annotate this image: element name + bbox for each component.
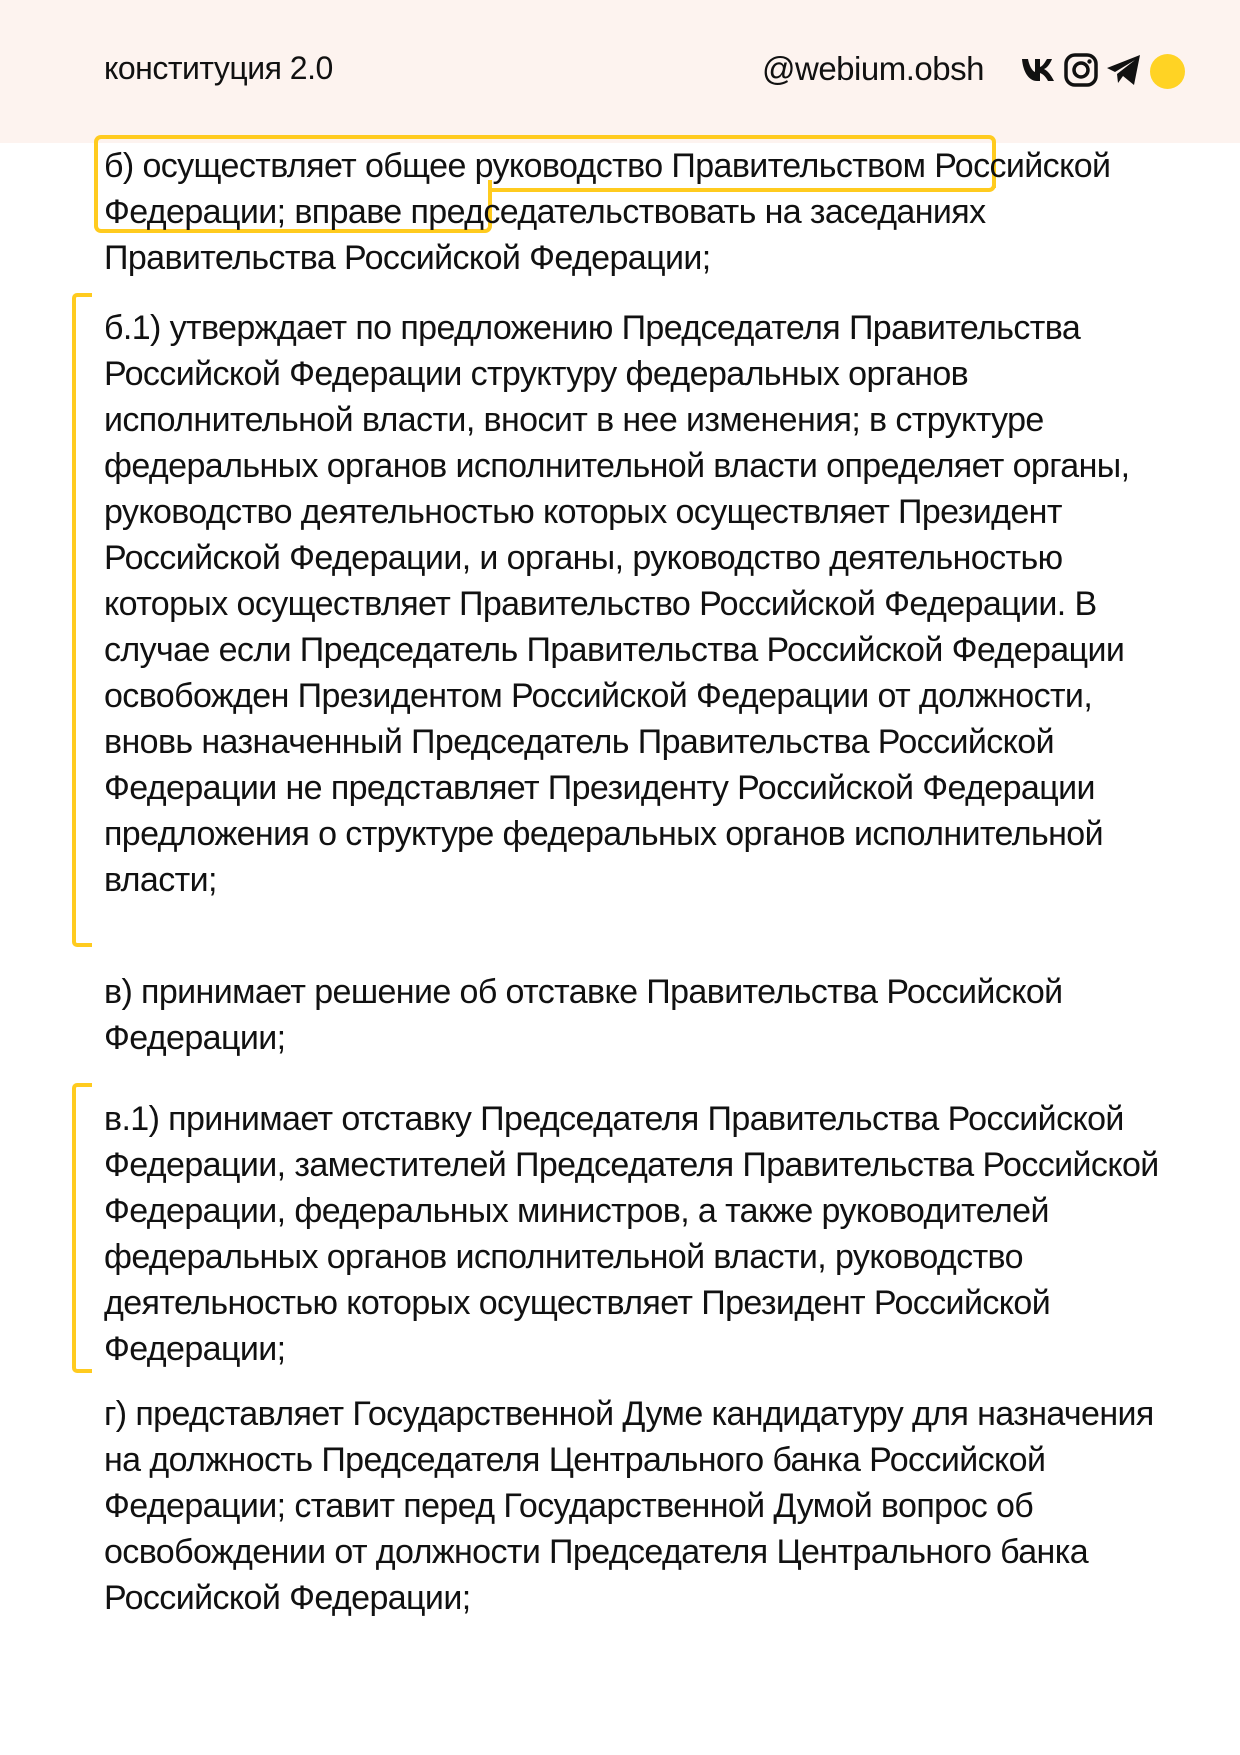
- yellow-dot-icon: [1150, 54, 1185, 89]
- paragraph-v1: в.1) принимает отставку Председателя Правительства Российской Федерации, заместителей Председателя Правительства Российской Федерации, федеральных министров, а также руководителей федеральных органов исполнительной власти, руководство деятельностью которых осуществляет Президент Российской Федерации;: [104, 1100, 1159, 1368]
- paragraph-g: г) представляет Государственной Думе кандидатуру для назначения на должность Председателя Центрального банка Российской Федерации; ставит перед Государственной Думой вопрос об освобождении от должности Председателя Центрального банка Российской Федерации;: [104, 1395, 1154, 1617]
- paragraph-v: в) принимает решение об отставке Правительства Российской Федерации;: [104, 973, 1063, 1057]
- vk-icon[interactable]: [1021, 56, 1057, 84]
- bracket-v1: [72, 1083, 92, 1373]
- paragraph-b1: б.1) утверждает по предложению Председателя Правительства Российской Федерации структуру федеральных органов исполнительной власти, вносит в нее изменения; в структуре федеральных органов исполнительной власти определяет органы, руководство деятельностью которых осуществляет Президент Российской Федерации, и органы, руководство деятельностью которых осуществляет Правительство Российской Федерации. В случае если Председатель Правительства Российской Федерации освобожден Президентом Российской Федерации от должности, вновь назначенный Председатель Правительства Российской Федерации не представляет Президенту Российской Федерации предложения о структуре федеральных органов исполнительной власти;: [104, 309, 1130, 899]
- telegram-icon[interactable]: [1105, 53, 1143, 87]
- social-handle[interactable]: @webium.obsh: [762, 50, 984, 87]
- page-header: [0, 0, 1240, 143]
- brand-title: конституция 2.0: [104, 50, 333, 86]
- instagram-icon[interactable]: [1063, 52, 1099, 88]
- paragraph-b: б) осуществляет общее руководство Правительством Российской Федерации; вправе председательствовать на заседаниях Правительства Российской Федерации;: [104, 147, 1111, 277]
- bracket-b1: [72, 293, 92, 947]
